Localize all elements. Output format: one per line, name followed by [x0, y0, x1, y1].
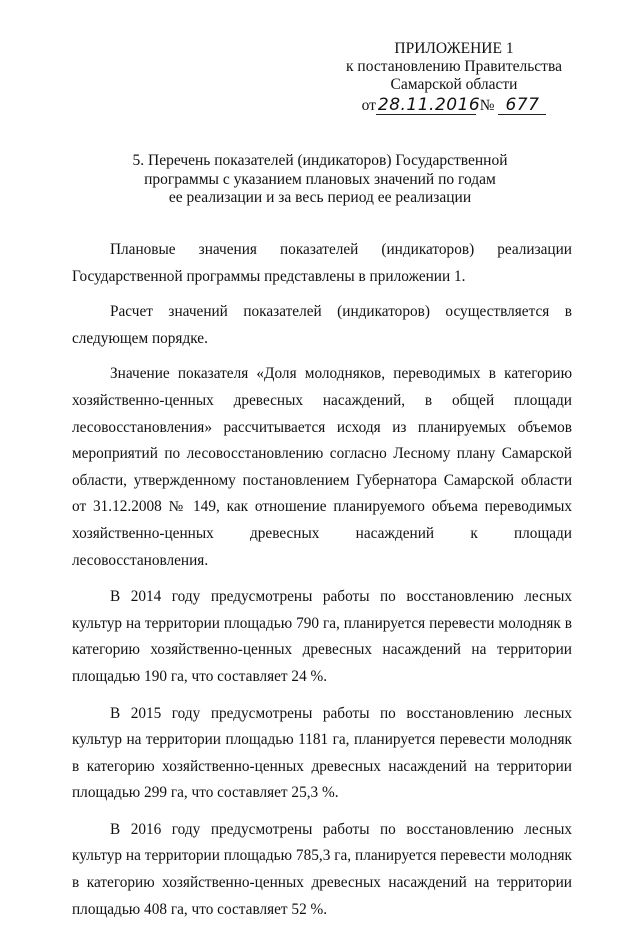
section-heading-line: 5. Перечень показателей (индикаторов) Государственной: [132, 152, 508, 169]
paragraph: Значение показателя «Доля молодняков, переводимых в категорию хозяйственно-ценных древесных насаждений, в общей площади лесовосстановления» рассчитывается исходя из планируемых объемов мероприятий по лесовосстановлению согласно Лесному плану Самарской области, утвержденному постановлением Губернатора Самарской области от 31.12.2008 № 149, как отношение планируемого объема переводимых хозяйственно-ценных древесных насаждений к площади лесовосстановления.: [72, 365, 572, 569]
paragraph: Плановые значения показателей (индикаторов) реализации Государственной программы представлены в приложении 1.: [72, 241, 572, 285]
appendix-title: ПРИЛОЖЕНИЕ 1: [394, 40, 514, 57]
decree-date-number: [330, 96, 578, 115]
date-prefix: от: [361, 97, 376, 114]
paragraph: Расчет значений показателей (индикаторов) осуществляется в следующем порядке.: [72, 303, 572, 347]
paragraph: В 2015 году предусмотрены работы по восстановлению лесных культур на территории площадью 1181 га, планируется перевести молодняк в категорию хозяйственно-ценных древесных насаждений на территории площадью 299 га, что составляет 25,3 %.: [72, 704, 572, 802]
appendix-header: [330, 40, 578, 115]
number-prefix: №: [479, 97, 495, 114]
section-heading-line: ее реализации и за весь период ее реализации: [168, 189, 472, 206]
paragraph: В 2014 году предусмотрены работы по восстановлению лесных культур на территории площадью 790 га, планируется перевести молодняк в категорию хозяйственно-ценных древесных насаждений на территории площадью 190 га, что составляет 24 %.: [72, 588, 572, 685]
handwritten-date: 28.11.2016: [377, 95, 481, 115]
paragraph: В 2016 году предусмотрены работы по восстановлению лесных культур на территории площадью 785,3 га, планируется перевести молодняк в категорию хозяйственно-ценных древесных насаждений на территории площадью 408 га, что составляет 52 %.: [72, 820, 572, 918]
appendix-region: Самарской области: [390, 76, 518, 93]
body-text: [72, 237, 572, 933]
section-heading-line: программы с указанием плановых значений по годам: [144, 170, 496, 188]
section-heading: [70, 152, 570, 208]
appendix-decree-ref: к постановлению Правительства: [346, 58, 562, 75]
handwritten-number: 677: [498, 96, 546, 115]
